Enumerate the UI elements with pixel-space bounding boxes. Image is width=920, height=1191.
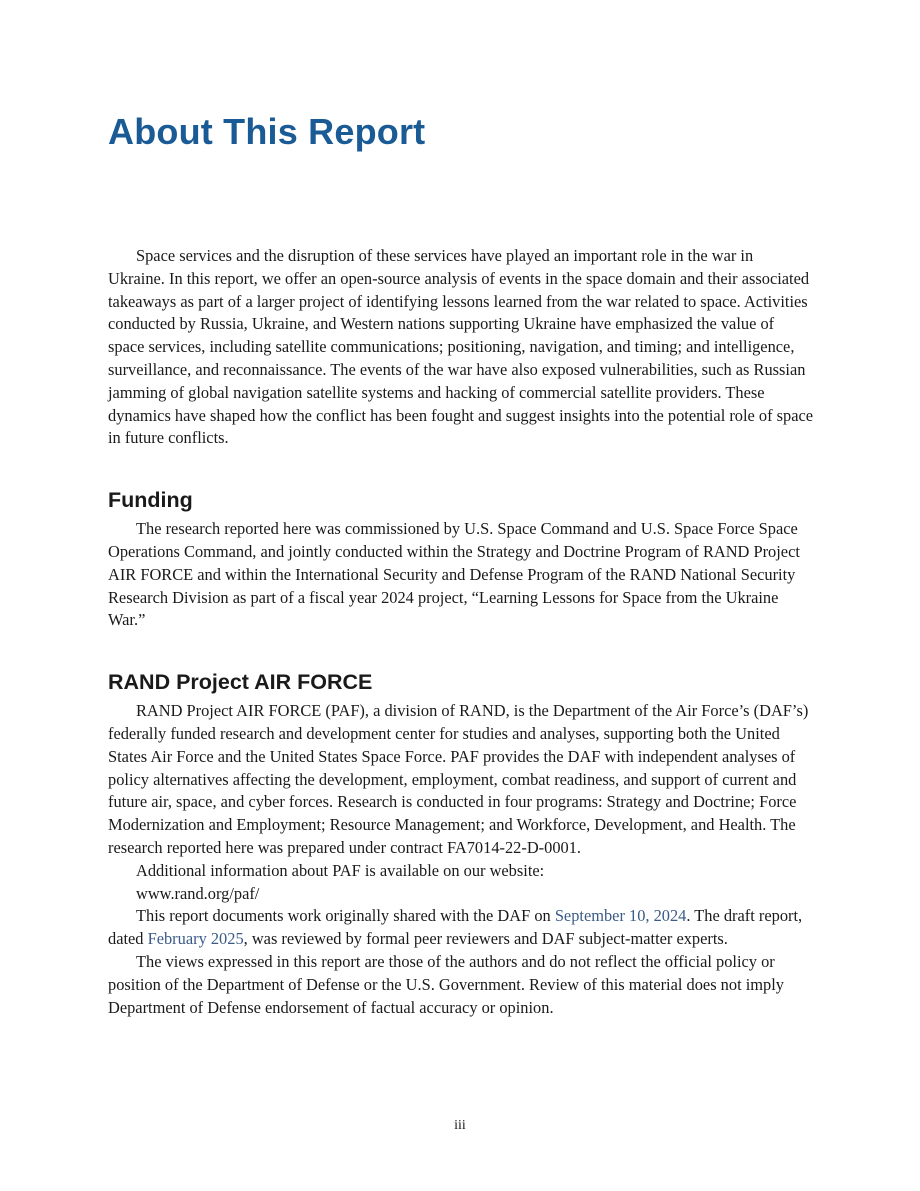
disclaimer-paragraph: The views expressed in this report are those of the authors and do not reflect the official policy or position of the Department of Defense or the U.S. Government. Review of this material does not imply Department of Defense endorsement of factual accuracy or opinion. [108, 951, 784, 1017]
report-body [108, 245, 814, 1019]
funding-heading: Funding [108, 488, 193, 513]
paf-shared-paragraph [108, 905, 814, 951]
shared-prefix-text: This report documents work originally shared with the DAF on [136, 906, 555, 926]
draft-date: February 2025 [147, 929, 244, 949]
paf-website-link[interactable]: www.rand.org/paf/ [136, 883, 260, 903]
draft-prefix-text: . The draft report, dated [108, 906, 803, 949]
draft-suffix-text: , was reviewed by formal peer reviewers and DAF subject-matter experts. [243, 929, 728, 949]
paf-heading: RAND Project AIR FORCE [108, 670, 373, 695]
page-title: About This Report [108, 111, 426, 152]
funding-paragraph: The research reported here was commissioned by U.S. Space Command and U.S. Space Force Space Operations Command, and jointly conducted within the Strategy and Doctrine Program of RAND Project AIR FORCE and within the International Security and Defense Program of the RAND National Security Research Division as part of a fiscal year 2024 project, “Learning Lessons for Space from the Ukraine War.” [108, 519, 800, 630]
paf-additional-info: Additional information about PAF is available on our website: [136, 860, 545, 880]
intro-paragraph: Space services and the disruption of these services have played an important role in the war in Ukraine. In this report, we offer an open-source analysis of events in the space domain and their associated takeaways as part of a larger project of identifying lessons learned from the war related to space. Activities conducted by Russia, Ukraine, and Western nations supporting Ukraine have emphasized the value of space services, including satellite communications; positioning, navigation, and timing; and intelligence, surveillance, and reconnaissance. The events of the war have also exposed vulnerabilities, such as Russian jamming of global navigation satellite systems and hacking of commercial satellite providers. These dynamics have shaped how the conflict has been fought and suggest insights into the potential role of space in future conflicts. [108, 246, 814, 448]
page-number: iii [454, 1118, 466, 1133]
paf-description-paragraph: RAND Project AIR FORCE (PAF), a division of RAND, is the Department of the Air Force’s (DAF’s) federally funded research and development center for studies and analyses, supporting both the United States Air Force and the United States Space Force. PAF provides the DAF with independent analyses of policy alternatives affecting the development, employment, combat readiness, and support of current and future air, space, and cyber forces. Research is conducted in four programs: Strategy and Doctrine; Force Modernization and Employment; Resource Management; and Workforce, Development, and Health. The research reported here was prepared under contract FA7014-22-D-0001. [108, 701, 809, 857]
shared-date: September 10, 2024 [554, 906, 687, 926]
